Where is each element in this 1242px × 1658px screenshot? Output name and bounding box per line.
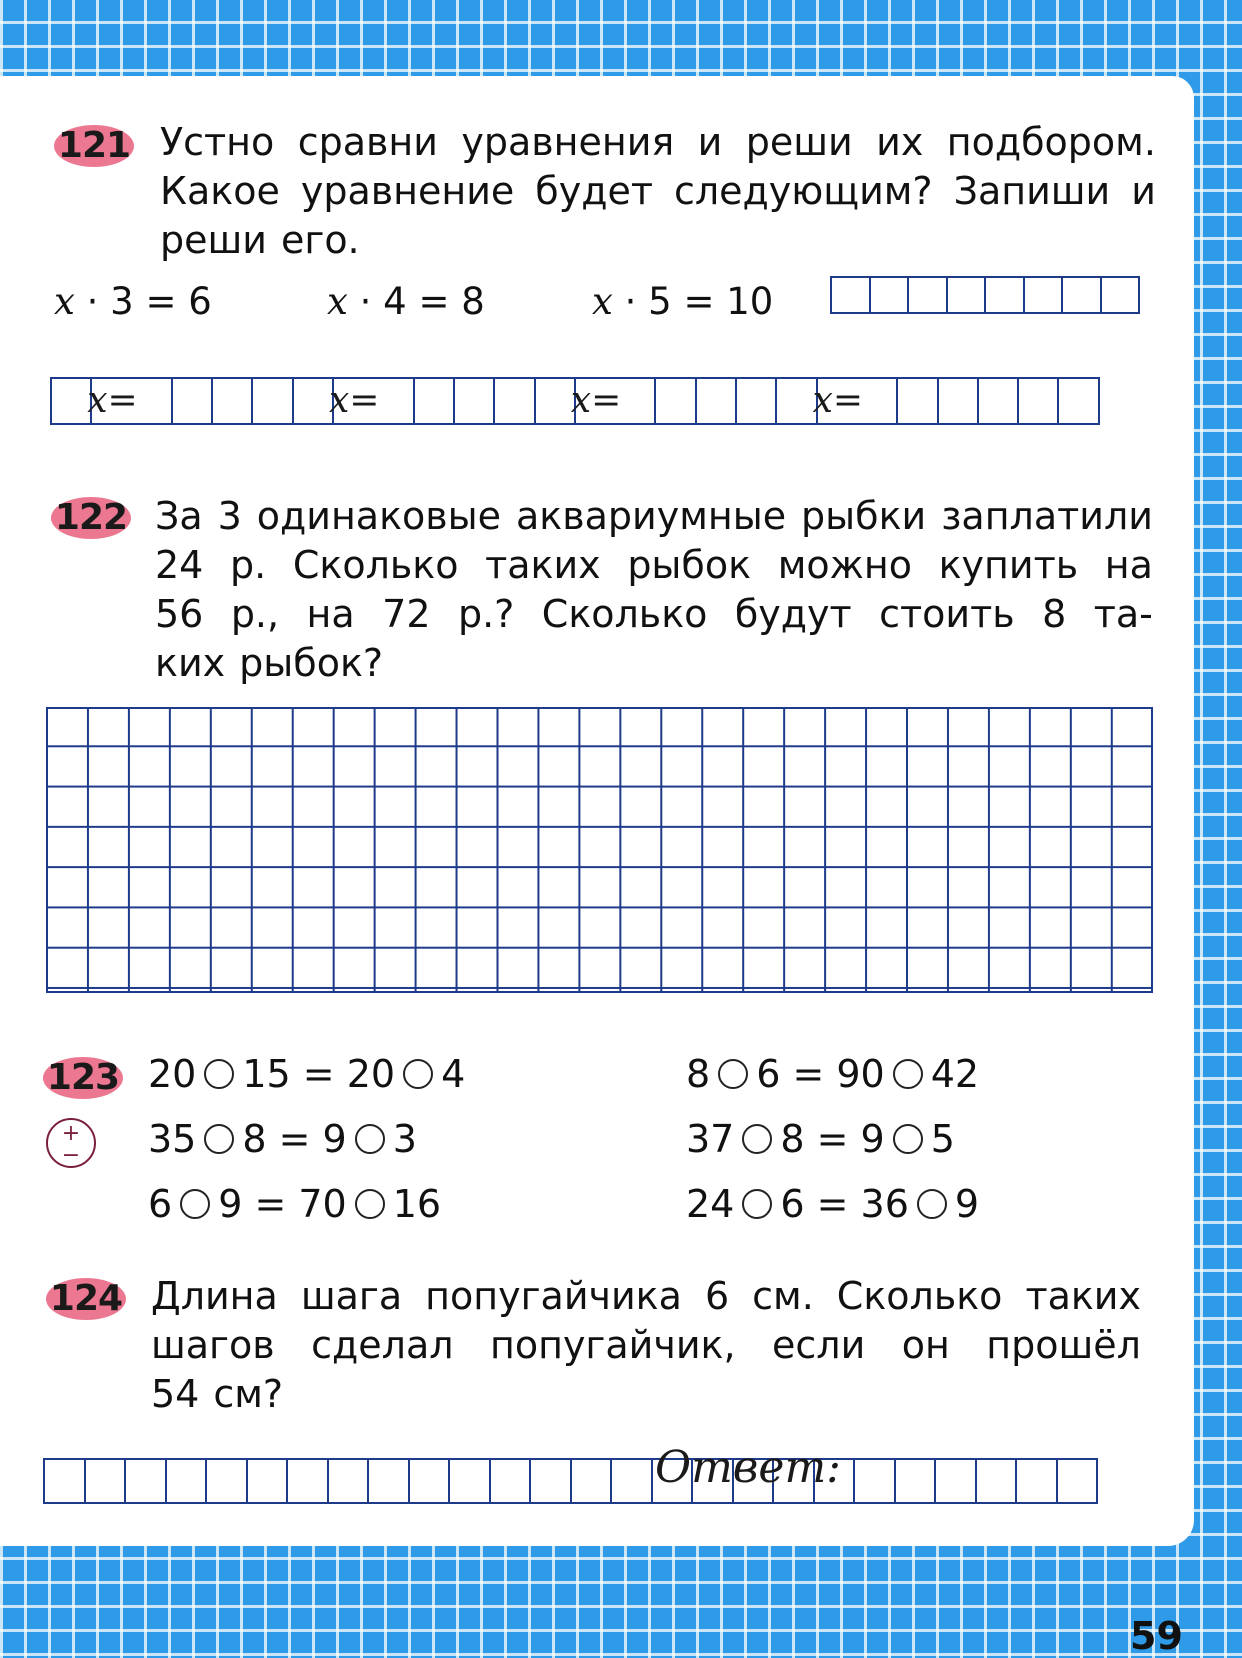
text-line [151, 1321, 1141, 1370]
word: та- [1093, 592, 1153, 636]
word: сделал [311, 1323, 454, 1367]
answer-cell[interactable] [697, 379, 737, 423]
operation-circle[interactable] [742, 1189, 772, 1219]
answer-cell[interactable] [1017, 1460, 1058, 1502]
word: Длина [151, 1274, 278, 1318]
text-line [151, 1370, 1141, 1419]
answer-cell[interactable] [207, 1460, 248, 1502]
word: заплатили [941, 494, 1153, 538]
word: 72 [382, 592, 431, 636]
word: 6 [704, 1274, 730, 1318]
word: будет [535, 169, 653, 213]
word: аквариумные [515, 494, 787, 538]
word: на [306, 592, 355, 636]
answer-cell[interactable] [455, 379, 495, 423]
answer-cell[interactable] [450, 1460, 491, 1502]
answer-cell[interactable] [570, 379, 622, 423]
answer-cell[interactable] [898, 379, 938, 423]
word: Сколько [836, 1274, 1003, 1318]
answer-cell[interactable] [737, 379, 777, 423]
word: сравни [297, 120, 438, 164]
answer-cell[interactable] [288, 1460, 329, 1502]
answer-cell[interactable] [1058, 1460, 1099, 1502]
equation-2: x · 4 = 8 [327, 280, 485, 323]
answer-cell[interactable] [133, 379, 173, 423]
answer-cell[interactable] [896, 1460, 937, 1502]
word: рыбок? [239, 641, 384, 685]
answer-cell[interactable] [369, 1460, 410, 1502]
operation-circle[interactable] [355, 1189, 385, 1219]
answer-cell[interactable] [909, 278, 948, 312]
answer-cell[interactable] [415, 379, 455, 423]
word: 24 [155, 543, 204, 587]
comparison-part: 35 [148, 1117, 197, 1161]
operation-circle[interactable] [180, 1189, 210, 1219]
comparison-part: 42 [930, 1052, 980, 1096]
comparison-part: 15 = 20 [242, 1052, 396, 1096]
comparison-part: 6 [148, 1182, 173, 1226]
answer-cell[interactable] [531, 1460, 572, 1502]
word: если [772, 1323, 866, 1367]
comparison-row [686, 1052, 979, 1096]
word: 8 [1042, 592, 1067, 636]
answer-cell[interactable] [656, 379, 696, 423]
word: уравнения [461, 120, 675, 164]
answer-cell[interactable] [1059, 379, 1099, 423]
word: и [1131, 169, 1156, 213]
comparison-row [148, 1117, 417, 1161]
word: За [155, 494, 203, 538]
operation-circle[interactable] [893, 1059, 923, 1089]
answer-cell[interactable] [86, 1460, 127, 1502]
text-line [155, 492, 1153, 541]
answer-cell[interactable] [936, 1460, 977, 1502]
word: Сколько [292, 543, 459, 587]
word: их [876, 120, 924, 164]
comparison-part: 5 [930, 1117, 955, 1161]
task-124-badge: 124 [46, 1278, 126, 1320]
word: можно [777, 543, 912, 587]
answer-cell[interactable] [986, 278, 1025, 312]
answer-cell[interactable] [612, 1460, 653, 1502]
answer-cell[interactable] [616, 379, 656, 423]
word: р., [230, 592, 280, 636]
x-equals-label: x= [329, 380, 380, 421]
answer-cell[interactable] [173, 379, 213, 423]
word: Устно [160, 120, 275, 164]
answer-cell[interactable] [45, 1460, 86, 1502]
text-line [155, 639, 1153, 688]
word: купить [938, 543, 1079, 587]
work-grid[interactable] [46, 707, 1153, 993]
comparison-part: 6 = 36 [780, 1182, 909, 1226]
text-line [160, 216, 1156, 265]
answer-cell[interactable] [1025, 278, 1064, 312]
equation-3: x · 5 = 10 [592, 280, 774, 323]
answer-cell[interactable] [855, 1460, 896, 1502]
answer-cell[interactable] [491, 1460, 532, 1502]
answer-boxes[interactable] [43, 1458, 1098, 1504]
answer-cell[interactable] [858, 379, 898, 423]
answer-cell[interactable] [329, 379, 380, 423]
comparison-row [148, 1052, 465, 1096]
word: р.? [457, 592, 515, 636]
text-line [155, 590, 1153, 639]
answer-cell[interactable] [979, 379, 1019, 423]
answer-cell[interactable] [329, 1460, 370, 1502]
word: рыбок [627, 543, 752, 587]
word: шагов [151, 1323, 275, 1367]
comparison-part: 20 [148, 1052, 197, 1096]
answer-cell[interactable] [1102, 278, 1141, 312]
word: 56 [155, 592, 204, 636]
next-equation-answer-boxes[interactable] [830, 276, 1140, 314]
task-123-badge: 123 [43, 1057, 123, 1099]
answer-cell[interactable] [939, 379, 979, 423]
x-equals-label: x= [87, 380, 138, 421]
answer-cell[interactable] [253, 379, 293, 423]
word: ких [155, 641, 226, 685]
comparison-part: 16 [392, 1182, 442, 1226]
text-line [160, 118, 1156, 167]
x-equals-label: x= [812, 380, 864, 421]
operation-circle[interactable] [355, 1124, 385, 1154]
word: будут [734, 592, 852, 636]
answer-cell[interactable] [126, 1460, 167, 1502]
comparison-part: 8 = 9 [242, 1117, 347, 1161]
task-122-text [155, 492, 1153, 688]
answer-cell[interactable] [812, 379, 864, 423]
word: на [1104, 543, 1153, 587]
comparison-part: 9 [954, 1182, 980, 1226]
task-124-text [151, 1272, 1141, 1419]
answer-cell[interactable] [248, 1460, 289, 1502]
word: попугайчика [425, 1274, 682, 1318]
word: реши [745, 120, 853, 164]
answer-cell[interactable] [1019, 379, 1059, 423]
word: реши [160, 218, 267, 262]
word: Запиши [953, 169, 1111, 213]
operation-circle[interactable] [204, 1059, 234, 1089]
answer-cell[interactable] [87, 379, 138, 423]
operation-circle[interactable] [742, 1124, 772, 1154]
answer-cell[interactable] [572, 1460, 613, 1502]
comparison-part: 8 = 9 [780, 1117, 885, 1161]
word: попугайчик, [490, 1323, 736, 1367]
word: р. [230, 543, 267, 587]
answer-cell[interactable] [977, 1460, 1018, 1502]
word: он [901, 1323, 950, 1367]
word: Какое [160, 169, 280, 213]
comparison-part: 4 [441, 1052, 466, 1096]
word: его. [280, 218, 360, 262]
word: шага [300, 1274, 403, 1318]
comparison-row [686, 1182, 979, 1226]
solution-answer-boxes[interactable] [50, 377, 1100, 425]
comparison-part: 9 = 70 [218, 1182, 347, 1226]
word: одинаковые [256, 494, 502, 538]
answer-cell[interactable] [1063, 278, 1102, 312]
comparison-row [686, 1117, 955, 1161]
page-number: 59 [1130, 1614, 1183, 1658]
comparison-part: 24 [686, 1182, 735, 1226]
operation-circle[interactable] [718, 1059, 748, 1089]
word: таких [1025, 1274, 1141, 1318]
equation-1: x · 3 = 6 [54, 280, 212, 323]
comparison-part: 8 [686, 1052, 711, 1096]
answer-cell[interactable] [374, 379, 414, 423]
word: 54 [151, 1372, 200, 1416]
task-121-badge: 121 [54, 125, 134, 167]
word: уравнение [300, 169, 515, 213]
task-122-badge: 122 [51, 497, 131, 539]
comparison-part: 3 [392, 1117, 417, 1161]
answer-cell[interactable] [410, 1460, 451, 1502]
comparison-part: 37 [686, 1117, 735, 1161]
comparison-part: 6 = 90 [756, 1052, 885, 1096]
x-equals-label: x= [570, 380, 622, 421]
word: 3 [217, 494, 242, 538]
answer-cell[interactable] [948, 278, 987, 312]
word: Сколько [541, 592, 708, 636]
operation-circle[interactable] [917, 1189, 947, 1219]
comparison-row [148, 1182, 441, 1226]
plus-minus-icon: + − [46, 1118, 96, 1168]
answer-cell[interactable] [871, 278, 910, 312]
word: подбором. [946, 120, 1156, 164]
word: см? [213, 1372, 284, 1416]
task-121-text [160, 118, 1156, 265]
word: стоить [879, 592, 1015, 636]
word: следующим? [673, 169, 933, 213]
text-line [155, 541, 1153, 590]
operation-circle[interactable] [204, 1124, 234, 1154]
answer-cell[interactable] [213, 379, 253, 423]
answer-cell[interactable] [495, 379, 535, 423]
word: таких [485, 543, 601, 587]
word: и [697, 120, 723, 164]
word: рыбки [801, 494, 927, 538]
answer-cell[interactable] [167, 1460, 208, 1502]
text-line [151, 1272, 1141, 1321]
operation-circle[interactable] [403, 1059, 433, 1089]
answer-label: Ответ: [655, 1442, 841, 1493]
word: см. [752, 1274, 814, 1318]
text-line [160, 167, 1156, 216]
word: прошёл [986, 1323, 1141, 1367]
operation-circle[interactable] [893, 1124, 923, 1154]
answer-cell[interactable] [832, 278, 871, 312]
